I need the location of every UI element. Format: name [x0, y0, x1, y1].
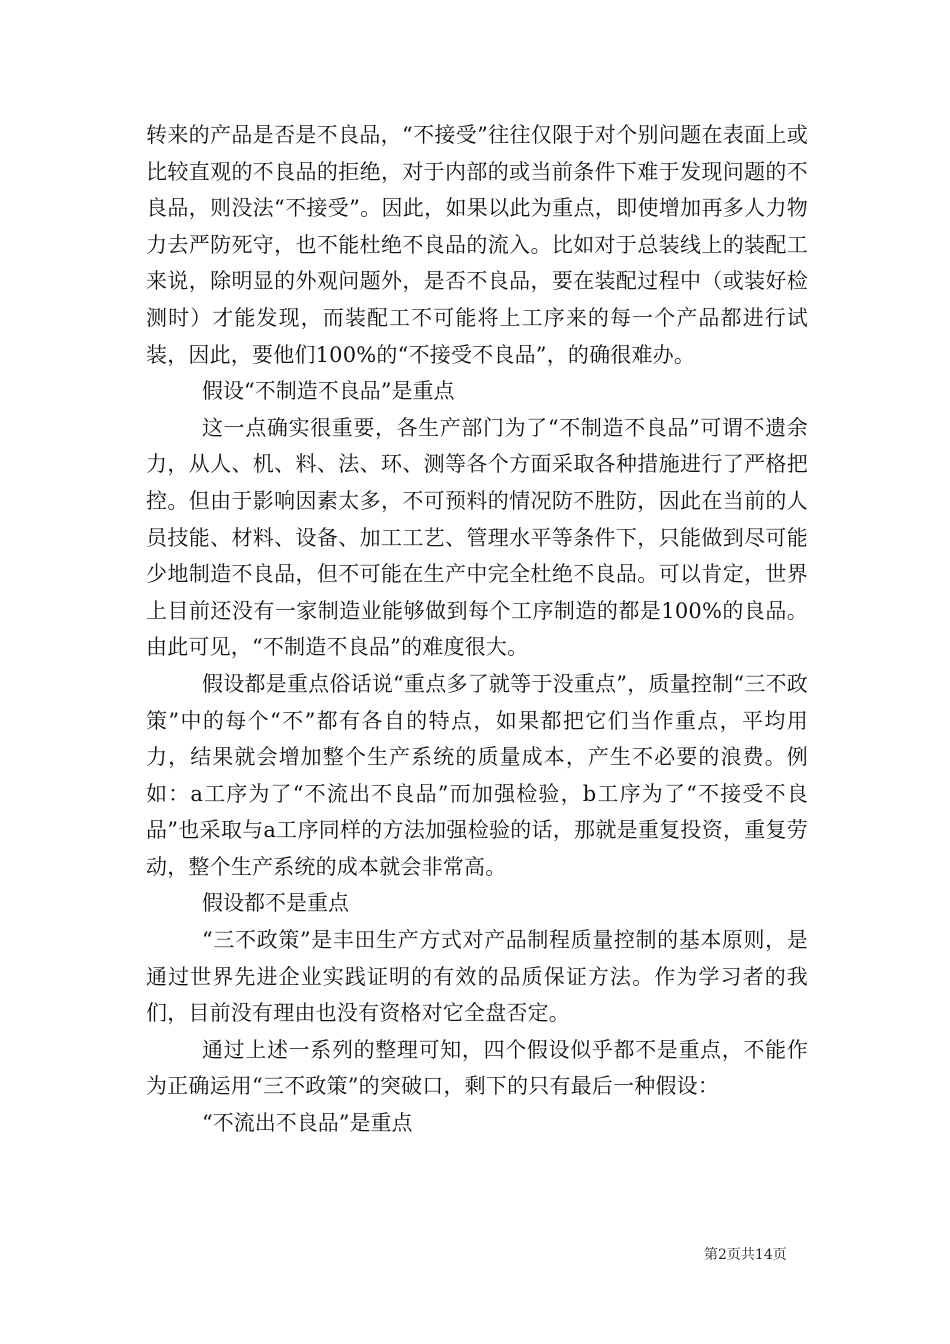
- page-number-footer: 第2页共14页: [704, 1247, 787, 1263]
- document-body: [146, 117, 808, 1142]
- heading-none-are-focus: 假设都不是重点: [202, 891, 349, 916]
- heading-not-release-defects: “不流出不良品”是重点: [202, 1111, 413, 1136]
- paragraph-three-no-policy: “三不政策”是丰田生产方式对产品制程质量控制的基本原则，是通过世界先进企业实践证明的有效的品质保证方法。作为学习者的我们，目前没有理由也没有资格对它全盘否定。: [146, 928, 808, 1026]
- paragraph-all-are-focus: 假设都是重点俗话说“重点多了就等于没重点”，质量控制“三不政策”中的每个“不”都有各自的特点，如果都把它们当作重点，平均用力，结果就会增加整个生产系统的质量成本，产生不必要的浪费。例如：a工序为了“不流出不良品”而加强检验，b工序为了“不接受不良品”也采取与a工序同样的方法加强检验的话，那就是重复投资，重复劳动，整个生产系统的成本就会非常高。: [146, 671, 808, 879]
- paragraph-conclusion: 通过上述一系列的整理可知，四个假设似乎都不是重点，不能作为正确运用“三不政策”的突破口，剩下的只有最后一种假设：: [146, 1037, 808, 1099]
- paragraph-not-make-defects: 这一点确实很重要，各生产部门为了“不制造不良品”可谓不遗余力，从人、机、料、法、环、测等各个方面采取各种措施进行了严格把控。但由于影响因素太多，不可预料的情况防不胜防，因此在当前的人员技能、材料、设备、加工工艺、管理水平等条件下，只能做到尽可能少地制造不良品，但不可能在生产中完全杜绝不良品。可以肯定，世界上目前还没有一家制造业能够做到每个工序制造的都是100%的良品。由此可见，“不制造不良品”的难度很大。: [146, 415, 808, 660]
- heading-not-make-defects: 假设“不制造不良品”是重点: [202, 379, 455, 404]
- paragraph-not-accept: 转来的产品是否是不良品，“不接受”往往仅限于对个别问题在表面上或比较直观的不良品的拒绝，对于内部的或当前条件下难于发现问题的不良品，则没法“不接受”。因此，如果以此为重点，即使增加再多人力物力去严防死守，也不能杜绝不良品的流入。比如对于总装线上的装配工来说，除明显的外观问题外，是否不良品，要在装配过程中（或装好检测时）才能发现，而装配工不可能将上工序来的每一个产品都进行试装，因此，要他们100%的“不接受不良品”，的确很难办。: [146, 123, 808, 367]
